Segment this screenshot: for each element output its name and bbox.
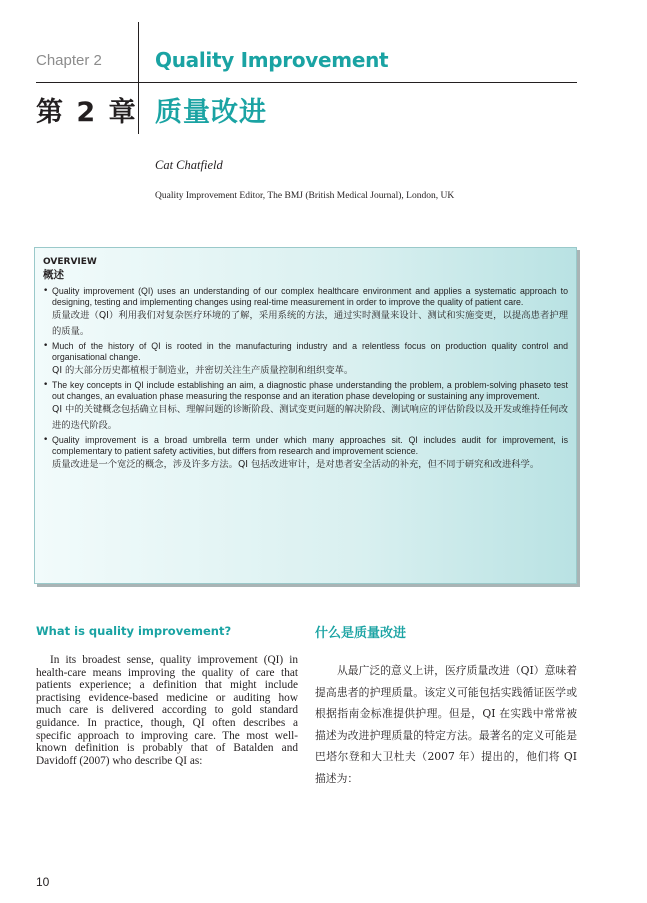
chapter-title-en: Quality Improvement <box>155 48 389 72</box>
body-text-cn: 从最广泛的意义上讲，医疗质量改进（QI）意味着提高患者的护理质量。该定义可能包括实践循证医学或根据指南金标准提供护理。但是，QI 在实践中常常被描述为改进护理质量的特定方法。最著名的定义可能是巴塔尔登和大卫杜夫（2007 年）提出的，他们将 QI 描述为： <box>315 664 577 785</box>
header-horizontal-rule <box>36 82 577 83</box>
overview-item-cn: QI 中的关键概念包括确立目标、理解问题的诊断阶段、测试变更问题的解决阶段、测试响应的评估阶段以及开发或维持任何改进的迭代阶段。 <box>52 404 568 431</box>
overview-list <box>43 286 568 473</box>
chapter-label-en: Chapter 2 <box>36 52 102 69</box>
header-vertical-rule <box>138 22 139 134</box>
overview-item-en: • Quality improvement (QI) uses an understanding of our complex healthcare environment and applies a systematic approach to designing, testing and implementing changes using real-time measurement in order to improve the quality of patient care. <box>52 286 568 307</box>
overview-heading-cn: 概述 <box>43 269 64 281</box>
overview-item-cn: QI 的大部分历史都植根于制造业，并密切关注生产质量控制和组织变革。 <box>52 365 354 376</box>
overview-box <box>34 247 577 584</box>
overview-item-cn: 质量改进（QI）利用我们对复杂医疗环境的了解，采用系统的方法，通过实时测量来设计、测试和实施变更，以提高患者护理的质量。 <box>52 310 568 337</box>
overview-item <box>43 435 568 473</box>
page-number: 10 <box>36 875 50 889</box>
chapter-label-cn: 第 2 章 <box>36 97 138 128</box>
overview-item <box>43 380 568 434</box>
author-affiliation: Quality Improvement Editor, The BMJ (British Medical Journal), London, UK <box>155 191 455 201</box>
section-heading-cn: 什么是质量改进 <box>315 626 407 641</box>
overview-item-en: • Quality improvement is a broad umbrella term under which many approaches sit. QI includes audit for improvement, is complementary to patient safety activities, but differs from research and improvement science. <box>52 435 568 456</box>
overview-item-cn: 质量改进是一个宽泛的概念，涉及许多方法。QI 包括改进审计，是对患者安全活动的补充，但不同于研究和改进科学。 <box>52 459 540 470</box>
author-name: Cat Chatfield <box>155 158 223 172</box>
overview-item-en: • Much of the history of QI is rooted in the manufacturing industry and a relentless focus on production quality control and organisational change. <box>52 341 568 362</box>
overview-item <box>43 341 568 379</box>
chapter-title-cn: 质量改进 <box>155 97 267 128</box>
overview-heading-en: OVERVIEW <box>43 257 97 267</box>
overview-item <box>43 286 568 340</box>
body-text-en: In its broadest sense, quality improvement (QI) in health-care means improving the quality of care that patients experience; a definition that might include practising evidence-based medicine or auditing how much care is delivered according to gold standard guidance. In practice, though, QI often describes a specific approach to improving care. The most well-known definition is probably that of Batalden and Davidoff (2007) who describe QI as: <box>36 654 298 767</box>
overview-item-en: • The key concepts in QI include establishing an aim, a diagnostic phase understanding the problem, a problem-solving phaseto test out changes, an evaluation phase measuring the response and an iteration phase developing or sustaining any improvement. <box>52 380 568 401</box>
section-heading-en: What is quality improvement? <box>36 624 232 638</box>
